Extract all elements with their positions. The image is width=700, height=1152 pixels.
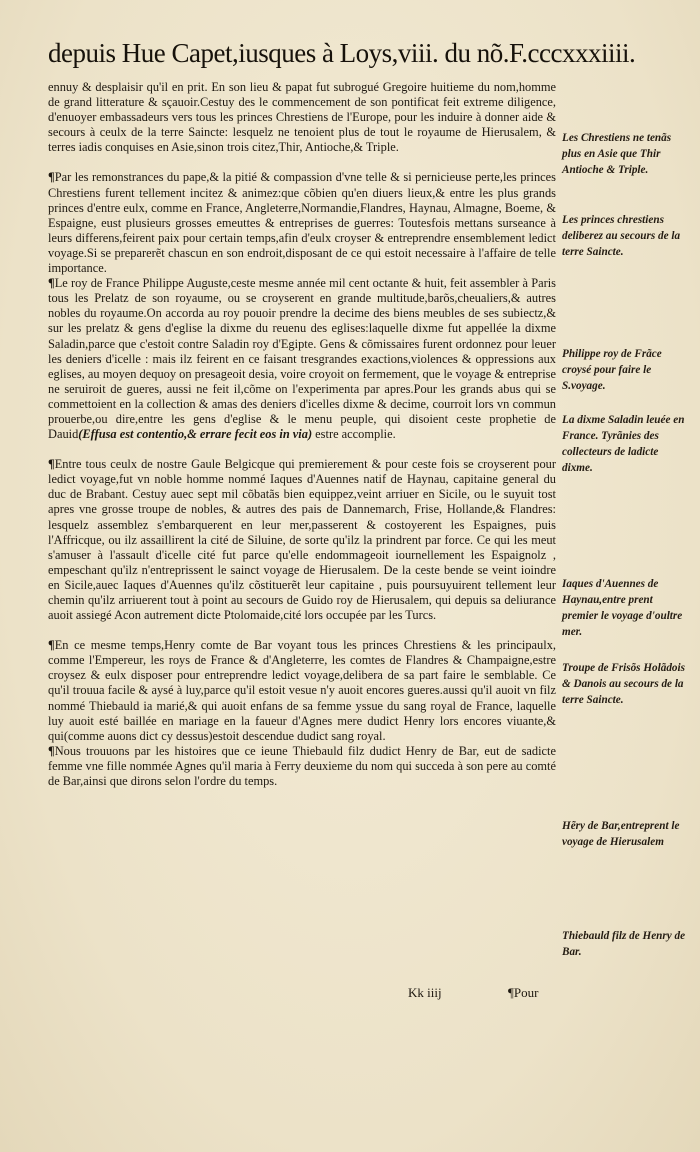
paragraph-5	[48, 638, 556, 744]
signature-mark: Kk iiij	[408, 985, 442, 1000]
main-text-column	[48, 80, 556, 789]
pilcrow: ¶	[48, 170, 55, 185]
paragraph-text: Par les remonstrances du pape,& la pitié & compassion d'vne telle & si pernicieuse perte,les princes Chrestiens furent tellement incitez & animez:que cõbien qu'en diuers lieux,& entre les plus grands princes d'entre eulx, comme en France, Angleterre,Normandie,Flandres, Haynau, Almagne, Boeme, & Espaigne, eust plusieurs grosses emeuttes & entreprises de guerres: Toutesfois mettans surseance à leurs differens,feirent paix pour certain temps,afin d'eulx croyser & entreprendre ensemblement ledict voyage.Si se preparerẽt chascun en son endroit,disposant de ce qui estoit necessaire à l'affaire de telle importance.	[48, 170, 556, 276]
sidenote-troupe: Troupe de Frisõs Holãdois & Danois au secours de la terre Saincte.	[562, 662, 685, 706]
paragraph-3	[48, 276, 556, 442]
latin-quote: (Effusa est contentio,& errare fecit eos in via)	[78, 427, 313, 442]
sidenote-chrestiens: Les Chrestiens ne tenãs plus en Asie que Thir Antioche & Triple.	[562, 132, 672, 176]
pilcrow: ¶	[48, 276, 55, 291]
sidenote-dixme: La dixme Saladin leuée en France. Tyrãnies des collecteurs de ladicte dixme.	[562, 414, 685, 474]
paragraph-text: En ce mesme temps,Henry comte de Bar voyant tous les princes Chrestiens & les principaulx, comme l'Empereur, les roys de France & d'Angleterre, les comtes de Flandres & Champaigne,estre croysez & eulx disposer pour entreprendre ledict voyage,delibera de sa part faire le semblable. Ce qu'il trouua facile & aysé à luy,parce qu'il estoit vesue n'y auoit encores gueres.aussi qu'il auoit vn filz nommé Thiebauld ia marié,& qui auoit enfans de sa femme yssue du sang royal de France, laquelle luy auoit esté baillée en mariage en la faueur d'Agnes mere dudict Henry lors encores viuante,& qui(comme auons dict cy dessus)estoit descendue dudict sang royal.	[48, 638, 556, 743]
paragraph-text: Le roy de France Philippe Auguste,ceste mesme année mil cent octante & huit, feit assembler à Paris tous les Prelatz de son royaume, ou se croyserent en grande multitude,barõs,cheualiers,& autres nobles du royaume.On accorda au roy pouoir prendre la decime des biens meubles de ses subiectz,& sur les prelatz & gens d'eglise la dixme du reuenu des eglises:laquelle dixme fut appellée la dixme Saladin,parce que c'estoit contre Saladin roy d'Egipte. Gens & cõmissaires furent ordonnez pour leuer les deniers d'icelle : mais ilz feirent en ce faisant tresgrandes exactions,violences & oppressions aux eglises, au moyen dequoy on presageoit desia, voire croyoit on fermement, que le voyage & entreprise ne seruiroit de gueres, aussi ne feit il,cõme on l'experimenta par apres.Pour les grands abus qui se commettoient en la collection & amas des deniers d'icelles dixme & decime, courroit lors vn commun prouerbe,ou dire,entre les gens d'eglise & le menu peuple, qui disoient ceste prophetie de Dauid	[48, 276, 556, 442]
paragraph-4	[48, 457, 556, 623]
paragraph-6	[48, 744, 556, 789]
paragraph-tail: estre accomplie.	[312, 427, 396, 442]
pilcrow: ¶	[48, 638, 55, 653]
sidenote-princes: Les princes chrestiens deliberez au secours de la terre Saincte.	[562, 214, 681, 258]
sidenote-iaques: Iaques d'Auennes de Haynau,entre prent premier le voyage d'oultre mer.	[562, 578, 683, 638]
sidenote-thiebauld: Thiebauld filz de Henry de Bar.	[562, 930, 686, 958]
pilcrow: ¶	[48, 457, 55, 472]
paragraph-text: Nous trouuons par les histoires que ce ieune Thiebauld filz dudict Henry de Bar, eut de sadicte femme vne fille nommée Agnes qu'il maria à Ferry deuxieme du nom qui succeda à son pere au comté de Bar,ainsi que dirons selon l'ordre du temps.	[48, 743, 556, 789]
paragraph-text: Entre tous ceulx de nostre Gaule Belgicque qui premierement & pour ceste fois se croyserent pour ledict voyage,fut vn noble homme nommé Iaques d'Auennes natif de Haynau, capitaine general du duc de Brabant. Cestuy auec sept mil cõbatãs bien equippez,veint arriuer en Sicile, ou le suyuit tost apres vne grosse troupe de nobles, & autres des pais de Dannemarch, Frise, Hollande,& Flandres: lesquelz assemblez s'embarquerent en leur mer,passerent & costoyerent les Espaignes, puis l'Affricque, ou ilz assaillirent la cité de Siluine, de sorte qu'ilz la prindrent par force. Ce qui les meut s'amuser à l'assault d'icelle cité fut parce qu'elle endommageoit iournellement les Espaignolz , empeschant qu'ilz n'entreprissent le sainct voyage de Hierusalem. De la ceste bende se veint ioindre en Sicile,auec Iaques d'Auennes qu'ilz cõstituerẽt leur capitaine , puis poursuyuirent tellement leur chemin qu'ilz arriuerent tout à point au secours de Guido roy de Hierusalem, qui depuis sa deliurance auoit assiegé Acon autrement dicte Ptolomaide,cité lors occupée par les Turcs.	[48, 457, 556, 623]
paragraph-1	[48, 80, 556, 155]
paragraph-2	[48, 170, 556, 276]
paragraph-text: ennuy & desplaisir qu'il en prit. En son lieu & papat fut subrogué Gregoire huitieme du nom,homme de grand litterature & sçauoir.Cestuy des le commencement de son pontificat feit extreme diligence, d'enuoyer embassadeurs vers tous les princes Chrestiens de l'Europe, pour les induire à donner aide & secours à ceulx de la terre Saincte: lesquelz ne tenoient plus de tout le royaume de Hierusalem, & terres iadis conquises en Asie,sinon trois citez,Thir, Antioche,& Triple.	[48, 80, 556, 155]
sidenote-philippe: Philippe roy de Frãce croysé pour faire le S.voyage.	[562, 348, 662, 392]
sidenote-henry: Hẽry de Bar,entreprent le voyage de Hierusalem	[562, 820, 680, 848]
pilcrow: ¶	[48, 743, 55, 758]
catchword: ¶Pour	[508, 985, 539, 1000]
running-head: depuis Hue Capet,iusques à Loys,viii. du nõ.F.cccxxxiiii.	[48, 38, 636, 68]
page-footer	[48, 985, 556, 1003]
